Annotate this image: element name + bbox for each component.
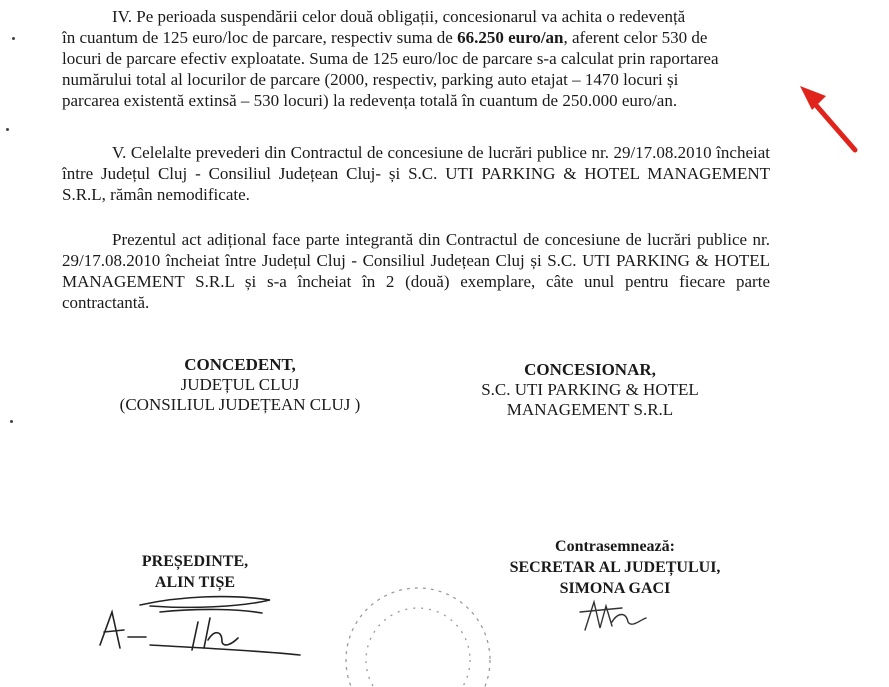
redevence-amount: 66.250 euro/an bbox=[457, 28, 564, 47]
concesionar-line-1: S.C. UTI PARKING & HOTEL bbox=[481, 380, 699, 399]
scan-speck bbox=[6, 128, 9, 131]
secretary-signature-icon bbox=[580, 602, 646, 630]
concedent-line-2: (CONSILIUL JUDEȚEAN CLUJ ) bbox=[119, 395, 361, 414]
section-v-text: V. Celelalte prevederi din Contractul de concesiune de lucrări publice nr. 29/17.08.2010 încheiat între Județul Cluj - Consiliul Județean Cluj- și S.C. UTI PARKING & HOTEL MANAGEMENT S.R.L, rămân nemodificate. bbox=[62, 143, 770, 204]
president-name: ALIN TIȘE bbox=[154, 574, 236, 591]
section-iv-line-1: IV. Pe perioada suspendării celor două obligații, concesionarul va achita o redevență bbox=[112, 7, 686, 26]
president-signature-icon bbox=[100, 597, 300, 655]
concesionar-heading: CONCESIONAR, bbox=[524, 360, 656, 379]
president-title: PREȘEDINTE, bbox=[141, 553, 249, 570]
section-iv-line-2-tail: , aferent celor 530 de bbox=[563, 28, 708, 47]
red-arrow-icon bbox=[800, 86, 855, 150]
section-iv-line-3: locuri de parcare efectiv exploatate. Suma de 125 euro/loc de parcare s-a calculat prin raportarea bbox=[62, 49, 719, 68]
concesionar-line-2: MANAGEMENT S.R.L bbox=[506, 400, 674, 419]
secretary-title: SECRETAR AL JUDEȚULUI, bbox=[509, 559, 721, 576]
secretary-name: SIMONA GACI bbox=[559, 580, 671, 597]
scan-speck bbox=[12, 37, 15, 40]
section-iv-line-5: parcarea existentă extinsă – 530 locuri) la redevența totală în cuantum de 250.000 euro/an. bbox=[62, 91, 678, 110]
section-iv-line-2-text: în cuantum de 125 euro/loc de parcare, respectiv suma de bbox=[62, 28, 453, 47]
concedent-line-1: JUDEȚUL CLUJ bbox=[180, 375, 300, 394]
concedent-heading: CONCEDENT, bbox=[184, 355, 296, 374]
countersign-label: Contrasemnează: bbox=[555, 538, 675, 555]
scan-speck bbox=[10, 420, 13, 423]
closing-text: Prezentul act adițional face parte integrantă din Contractul de concesiune de lucrări publice nr. 29/17.08.2010 încheiat între Județul Cluj - Consiliul Județean Cluj și S.C. UTI PARKING & HOTEL MANAGEMENT S.R.L și s-a încheiat în 2 (două) exemplare, câte unul pentru fiecare parte contractantă. bbox=[62, 230, 770, 312]
section-iv-line-4: numărului total al locurilor de parcare (2000, respectiv, parking auto etajat – 1470 locuri și bbox=[62, 70, 679, 89]
stamp-icon bbox=[346, 588, 490, 687]
